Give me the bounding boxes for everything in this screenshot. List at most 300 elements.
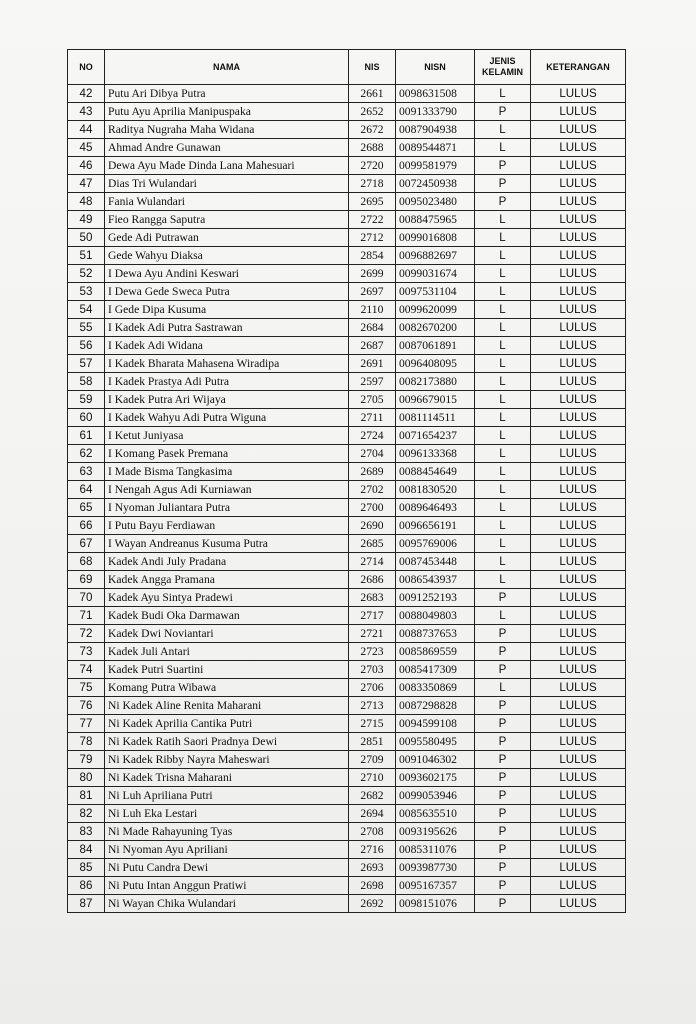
cell-nis: 2722 bbox=[349, 211, 396, 229]
cell-jenis-kelamin: P bbox=[475, 643, 531, 661]
cell-keterangan: LULUS bbox=[531, 445, 626, 463]
table-row bbox=[68, 643, 626, 661]
cell-jenis-kelamin: L bbox=[475, 391, 531, 409]
cell-keterangan: LULUS bbox=[531, 535, 626, 553]
table-row bbox=[68, 787, 626, 805]
cell-jenis-kelamin: P bbox=[475, 625, 531, 643]
cell-nis: 2721 bbox=[349, 625, 396, 643]
cell-keterangan: LULUS bbox=[531, 121, 626, 139]
cell-jenis-kelamin: L bbox=[475, 319, 531, 337]
cell-nis: 2712 bbox=[349, 229, 396, 247]
cell-nama: I Ketut Juniyasa bbox=[105, 427, 349, 445]
cell-keterangan: LULUS bbox=[531, 589, 626, 607]
cell-nisn: 0094599108 bbox=[396, 715, 475, 733]
cell-nis: 2702 bbox=[349, 481, 396, 499]
cell-nama: Putu Ari Dibya Putra bbox=[105, 85, 349, 103]
table-row bbox=[68, 715, 626, 733]
cell-nisn: 0098151076 bbox=[396, 895, 475, 913]
cell-nis: 2851 bbox=[349, 733, 396, 751]
cell-nisn: 0089646493 bbox=[396, 499, 475, 517]
cell-jenis-kelamin: L bbox=[475, 229, 531, 247]
cell-nama: Ni Luh Apriliana Putri bbox=[105, 787, 349, 805]
cell-nis: 2690 bbox=[349, 517, 396, 535]
table-row bbox=[68, 319, 626, 337]
cell-nama: Ni Kadek Aprilia Cantika Putri bbox=[105, 715, 349, 733]
cell-nis: 2709 bbox=[349, 751, 396, 769]
cell-nisn: 0096882697 bbox=[396, 247, 475, 265]
cell-no: 86 bbox=[68, 877, 105, 895]
table-row bbox=[68, 355, 626, 373]
table-row bbox=[68, 427, 626, 445]
cell-nisn: 0087453448 bbox=[396, 553, 475, 571]
table-row bbox=[68, 859, 626, 877]
table-row bbox=[68, 553, 626, 571]
cell-nama: Fieo Rangga Saputra bbox=[105, 211, 349, 229]
cell-no: 79 bbox=[68, 751, 105, 769]
cell-no: 52 bbox=[68, 265, 105, 283]
cell-nis: 2717 bbox=[349, 607, 396, 625]
cell-jenis-kelamin: P bbox=[475, 733, 531, 751]
cell-nisn: 0096133368 bbox=[396, 445, 475, 463]
cell-no: 45 bbox=[68, 139, 105, 157]
cell-jenis-kelamin: P bbox=[475, 715, 531, 733]
cell-nis: 2713 bbox=[349, 697, 396, 715]
cell-jenis-kelamin: L bbox=[475, 301, 531, 319]
cell-nis: 2703 bbox=[349, 661, 396, 679]
cell-keterangan: LULUS bbox=[531, 373, 626, 391]
cell-no: 53 bbox=[68, 283, 105, 301]
cell-no: 46 bbox=[68, 157, 105, 175]
cell-nama: I Dewa Ayu Andini Keswari bbox=[105, 265, 349, 283]
cell-no: 47 bbox=[68, 175, 105, 193]
cell-nama: Putu Ayu Aprilia Manipuspaka bbox=[105, 103, 349, 121]
cell-nisn: 0096679015 bbox=[396, 391, 475, 409]
cell-keterangan: LULUS bbox=[531, 157, 626, 175]
cell-keterangan: LULUS bbox=[531, 85, 626, 103]
cell-jenis-kelamin: L bbox=[475, 85, 531, 103]
cell-nis: 2700 bbox=[349, 499, 396, 517]
cell-jenis-kelamin: L bbox=[475, 139, 531, 157]
cell-nisn: 0085635510 bbox=[396, 805, 475, 823]
table-row bbox=[68, 679, 626, 697]
cell-keterangan: LULUS bbox=[531, 571, 626, 589]
cell-nisn: 0099016808 bbox=[396, 229, 475, 247]
cell-nis: 2724 bbox=[349, 427, 396, 445]
table-row bbox=[68, 769, 626, 787]
cell-nisn: 0086543937 bbox=[396, 571, 475, 589]
cell-nisn: 0085311076 bbox=[396, 841, 475, 859]
table-row bbox=[68, 697, 626, 715]
cell-nis: 2706 bbox=[349, 679, 396, 697]
cell-nama: Kadek Andi July Pradana bbox=[105, 553, 349, 571]
cell-nisn: 0081830520 bbox=[396, 481, 475, 499]
cell-no: 81 bbox=[68, 787, 105, 805]
cell-jenis-kelamin: L bbox=[475, 571, 531, 589]
cell-keterangan: LULUS bbox=[531, 319, 626, 337]
cell-nisn: 0083350869 bbox=[396, 679, 475, 697]
cell-no: 59 bbox=[68, 391, 105, 409]
cell-nisn: 0082670200 bbox=[396, 319, 475, 337]
cell-keterangan: LULUS bbox=[531, 769, 626, 787]
cell-nama: Kadek Putri Suartini bbox=[105, 661, 349, 679]
cell-nis: 2711 bbox=[349, 409, 396, 427]
table-row bbox=[68, 175, 626, 193]
cell-jenis-kelamin: L bbox=[475, 409, 531, 427]
cell-nama: Raditya Nugraha Maha Widana bbox=[105, 121, 349, 139]
cell-nisn: 0071654237 bbox=[396, 427, 475, 445]
cell-nis: 2697 bbox=[349, 283, 396, 301]
cell-jenis-kelamin: L bbox=[475, 265, 531, 283]
cell-jenis-kelamin: L bbox=[475, 445, 531, 463]
cell-nama: Kadek Juli Antari bbox=[105, 643, 349, 661]
table-row bbox=[68, 139, 626, 157]
cell-nama: Ni Made Rahayuning Tyas bbox=[105, 823, 349, 841]
cell-jenis-kelamin: P bbox=[475, 895, 531, 913]
cell-nisn: 0085869559 bbox=[396, 643, 475, 661]
cell-no: 68 bbox=[68, 553, 105, 571]
cell-nama: I Kadek Putra Ari Wijaya bbox=[105, 391, 349, 409]
table-row bbox=[68, 103, 626, 121]
cell-keterangan: LULUS bbox=[531, 481, 626, 499]
cell-keterangan: LULUS bbox=[531, 265, 626, 283]
cell-nama: I Dewa Gede Sweca Putra bbox=[105, 283, 349, 301]
cell-jenis-kelamin: P bbox=[475, 841, 531, 859]
cell-nisn: 0099620099 bbox=[396, 301, 475, 319]
cell-jenis-kelamin: L bbox=[475, 517, 531, 535]
cell-nama: Dewa Ayu Made Dinda Lana Mahesuari bbox=[105, 157, 349, 175]
table-row bbox=[68, 841, 626, 859]
header-nisn: NISN bbox=[396, 50, 475, 85]
header-nama: NAMA bbox=[105, 50, 349, 85]
cell-jenis-kelamin: L bbox=[475, 553, 531, 571]
table-row bbox=[68, 121, 626, 139]
cell-jenis-kelamin: P bbox=[475, 787, 531, 805]
cell-jenis-kelamin: L bbox=[475, 463, 531, 481]
table-body bbox=[68, 85, 626, 913]
cell-nis: 2704 bbox=[349, 445, 396, 463]
cell-keterangan: LULUS bbox=[531, 787, 626, 805]
cell-nisn: 0091333790 bbox=[396, 103, 475, 121]
cell-nama: I Gede Dipa Kusuma bbox=[105, 301, 349, 319]
table-row bbox=[68, 229, 626, 247]
cell-jenis-kelamin: P bbox=[475, 769, 531, 787]
table-header-row bbox=[68, 50, 626, 85]
cell-nis: 2597 bbox=[349, 373, 396, 391]
cell-keterangan: LULUS bbox=[531, 661, 626, 679]
cell-no: 44 bbox=[68, 121, 105, 139]
table-row bbox=[68, 589, 626, 607]
cell-nis: 2110 bbox=[349, 301, 396, 319]
cell-nisn: 0082173880 bbox=[396, 373, 475, 391]
cell-jenis-kelamin: P bbox=[475, 589, 531, 607]
table-row bbox=[68, 751, 626, 769]
cell-nis: 2720 bbox=[349, 157, 396, 175]
cell-nama: Ni Putu Intan Anggun Pratiwi bbox=[105, 877, 349, 895]
cell-nama: Kadek Dwi Noviantari bbox=[105, 625, 349, 643]
cell-keterangan: LULUS bbox=[531, 337, 626, 355]
cell-nis: 2661 bbox=[349, 85, 396, 103]
cell-nama: Ni Nyoman Ayu Apriliani bbox=[105, 841, 349, 859]
cell-nama: Ni Kadek Ribby Nayra Maheswari bbox=[105, 751, 349, 769]
cell-no: 48 bbox=[68, 193, 105, 211]
cell-no: 54 bbox=[68, 301, 105, 319]
cell-nisn: 0099053946 bbox=[396, 787, 475, 805]
cell-nisn: 0096656191 bbox=[396, 517, 475, 535]
cell-no: 76 bbox=[68, 697, 105, 715]
cell-nis: 2672 bbox=[349, 121, 396, 139]
cell-nis: 2689 bbox=[349, 463, 396, 481]
cell-nisn: 0099581979 bbox=[396, 157, 475, 175]
cell-nis: 2682 bbox=[349, 787, 396, 805]
cell-nis: 2684 bbox=[349, 319, 396, 337]
cell-no: 82 bbox=[68, 805, 105, 823]
table-row bbox=[68, 409, 626, 427]
cell-jenis-kelamin: P bbox=[475, 697, 531, 715]
cell-no: 63 bbox=[68, 463, 105, 481]
cell-no: 70 bbox=[68, 589, 105, 607]
cell-no: 65 bbox=[68, 499, 105, 517]
cell-keterangan: LULUS bbox=[531, 139, 626, 157]
cell-keterangan: LULUS bbox=[531, 283, 626, 301]
table-row bbox=[68, 895, 626, 913]
cell-keterangan: LULUS bbox=[531, 211, 626, 229]
cell-nis: 2708 bbox=[349, 823, 396, 841]
cell-nama: Ahmad Andre Gunawan bbox=[105, 139, 349, 157]
table-row bbox=[68, 733, 626, 751]
cell-no: 55 bbox=[68, 319, 105, 337]
table-row bbox=[68, 301, 626, 319]
cell-no: 87 bbox=[68, 895, 105, 913]
cell-keterangan: LULUS bbox=[531, 175, 626, 193]
cell-jenis-kelamin: L bbox=[475, 535, 531, 553]
cell-nis: 2854 bbox=[349, 247, 396, 265]
cell-no: 85 bbox=[68, 859, 105, 877]
table-row bbox=[68, 391, 626, 409]
table-row bbox=[68, 283, 626, 301]
cell-nis: 2705 bbox=[349, 391, 396, 409]
cell-nisn: 0091046302 bbox=[396, 751, 475, 769]
cell-jenis-kelamin: P bbox=[475, 859, 531, 877]
table-row bbox=[68, 535, 626, 553]
cell-no: 80 bbox=[68, 769, 105, 787]
table-row bbox=[68, 337, 626, 355]
cell-keterangan: LULUS bbox=[531, 751, 626, 769]
cell-jenis-kelamin: L bbox=[475, 121, 531, 139]
cell-keterangan: LULUS bbox=[531, 553, 626, 571]
cell-no: 75 bbox=[68, 679, 105, 697]
cell-no: 73 bbox=[68, 643, 105, 661]
cell-nama: I Kadek Prastya Adi Putra bbox=[105, 373, 349, 391]
cell-nisn: 0088475965 bbox=[396, 211, 475, 229]
cell-nisn: 0093602175 bbox=[396, 769, 475, 787]
table-row bbox=[68, 85, 626, 103]
cell-nisn: 0096408095 bbox=[396, 355, 475, 373]
cell-no: 74 bbox=[68, 661, 105, 679]
cell-jenis-kelamin: L bbox=[475, 283, 531, 301]
cell-keterangan: LULUS bbox=[531, 499, 626, 517]
cell-nama: Kadek Angga Pramana bbox=[105, 571, 349, 589]
cell-nis: 2723 bbox=[349, 643, 396, 661]
cell-keterangan: LULUS bbox=[531, 463, 626, 481]
cell-nama: Ni Kadek Ratih Saori Pradnya Dewi bbox=[105, 733, 349, 751]
table-row bbox=[68, 193, 626, 211]
cell-nis: 2693 bbox=[349, 859, 396, 877]
table-row bbox=[68, 661, 626, 679]
table-row bbox=[68, 211, 626, 229]
cell-jenis-kelamin: L bbox=[475, 211, 531, 229]
cell-keterangan: LULUS bbox=[531, 409, 626, 427]
cell-no: 83 bbox=[68, 823, 105, 841]
cell-nis: 2687 bbox=[349, 337, 396, 355]
cell-jenis-kelamin: L bbox=[475, 481, 531, 499]
cell-nis: 2714 bbox=[349, 553, 396, 571]
cell-nis: 2718 bbox=[349, 175, 396, 193]
cell-keterangan: LULUS bbox=[531, 733, 626, 751]
cell-jenis-kelamin: L bbox=[475, 607, 531, 625]
cell-no: 84 bbox=[68, 841, 105, 859]
cell-nisn: 0095023480 bbox=[396, 193, 475, 211]
cell-nama: Dias Tri Wulandari bbox=[105, 175, 349, 193]
cell-nisn: 0088049803 bbox=[396, 607, 475, 625]
cell-nama: Kadek Ayu Sintya Pradewi bbox=[105, 589, 349, 607]
cell-nis: 2652 bbox=[349, 103, 396, 121]
cell-jenis-kelamin: P bbox=[475, 103, 531, 121]
cell-jenis-kelamin: L bbox=[475, 355, 531, 373]
cell-keterangan: LULUS bbox=[531, 607, 626, 625]
cell-keterangan: LULUS bbox=[531, 427, 626, 445]
cell-nis: 2715 bbox=[349, 715, 396, 733]
cell-nisn: 0072450938 bbox=[396, 175, 475, 193]
cell-jenis-kelamin: L bbox=[475, 247, 531, 265]
cell-nisn: 0089544871 bbox=[396, 139, 475, 157]
cell-nisn: 0097531104 bbox=[396, 283, 475, 301]
cell-nisn: 0085417309 bbox=[396, 661, 475, 679]
cell-nisn: 0093987730 bbox=[396, 859, 475, 877]
header-jenis-kelamin bbox=[475, 50, 531, 85]
cell-nis: 2716 bbox=[349, 841, 396, 859]
cell-keterangan: LULUS bbox=[531, 877, 626, 895]
cell-nama: I Kadek Bharata Mahasena Wiradipa bbox=[105, 355, 349, 373]
cell-no: 64 bbox=[68, 481, 105, 499]
cell-nis: 2695 bbox=[349, 193, 396, 211]
cell-jenis-kelamin: L bbox=[475, 373, 531, 391]
header-jenis-line: JENIS bbox=[489, 56, 516, 66]
cell-keterangan: LULUS bbox=[531, 355, 626, 373]
cell-jenis-kelamin: L bbox=[475, 427, 531, 445]
cell-nis: 2683 bbox=[349, 589, 396, 607]
cell-nama: Ni Luh Eka Lestari bbox=[105, 805, 349, 823]
cell-jenis-kelamin: P bbox=[475, 175, 531, 193]
cell-nama: Gede Wahyu Diaksa bbox=[105, 247, 349, 265]
cell-nisn: 0087904938 bbox=[396, 121, 475, 139]
cell-nama: Kadek Budi Oka Darmawan bbox=[105, 607, 349, 625]
table-row bbox=[68, 607, 626, 625]
table-row bbox=[68, 517, 626, 535]
cell-keterangan: LULUS bbox=[531, 715, 626, 733]
table-row bbox=[68, 373, 626, 391]
cell-nis: 2692 bbox=[349, 895, 396, 913]
student-graduation-table bbox=[67, 49, 626, 913]
cell-keterangan: LULUS bbox=[531, 895, 626, 913]
table-row bbox=[68, 265, 626, 283]
cell-nama: I Wayan Andreanus Kusuma Putra bbox=[105, 535, 349, 553]
cell-no: 57 bbox=[68, 355, 105, 373]
cell-nis: 2698 bbox=[349, 877, 396, 895]
cell-nis: 2691 bbox=[349, 355, 396, 373]
cell-no: 69 bbox=[68, 571, 105, 589]
cell-keterangan: LULUS bbox=[531, 625, 626, 643]
cell-nis: 2688 bbox=[349, 139, 396, 157]
cell-keterangan: LULUS bbox=[531, 823, 626, 841]
table-row bbox=[68, 247, 626, 265]
cell-nisn: 0095580495 bbox=[396, 733, 475, 751]
cell-no: 78 bbox=[68, 733, 105, 751]
cell-no: 77 bbox=[68, 715, 105, 733]
cell-jenis-kelamin: L bbox=[475, 499, 531, 517]
cell-no: 50 bbox=[68, 229, 105, 247]
cell-nis: 2710 bbox=[349, 769, 396, 787]
cell-nis: 2699 bbox=[349, 265, 396, 283]
header-kelamin-line: KELAMIN bbox=[482, 67, 523, 77]
cell-keterangan: LULUS bbox=[531, 517, 626, 535]
cell-jenis-kelamin: P bbox=[475, 751, 531, 769]
cell-jenis-kelamin: P bbox=[475, 157, 531, 175]
cell-keterangan: LULUS bbox=[531, 229, 626, 247]
header-nis: NIS bbox=[349, 50, 396, 85]
cell-nama: Ni Kadek Aline Renita Maharani bbox=[105, 697, 349, 715]
cell-nama: Ni Putu Candra Dewi bbox=[105, 859, 349, 877]
cell-no: 67 bbox=[68, 535, 105, 553]
cell-nisn: 0099031674 bbox=[396, 265, 475, 283]
cell-jenis-kelamin: P bbox=[475, 877, 531, 895]
cell-nama: I Kadek Adi Widana bbox=[105, 337, 349, 355]
cell-nisn: 0095769006 bbox=[396, 535, 475, 553]
cell-nama: I Komang Pasek Premana bbox=[105, 445, 349, 463]
cell-nama: Ni Wayan Chika Wulandari bbox=[105, 895, 349, 913]
cell-no: 58 bbox=[68, 373, 105, 391]
table-row bbox=[68, 157, 626, 175]
cell-nisn: 0088737653 bbox=[396, 625, 475, 643]
cell-no: 66 bbox=[68, 517, 105, 535]
cell-no: 51 bbox=[68, 247, 105, 265]
cell-no: 60 bbox=[68, 409, 105, 427]
cell-nama: I Nengah Agus Adi Kurniawan bbox=[105, 481, 349, 499]
cell-keterangan: LULUS bbox=[531, 805, 626, 823]
cell-nis: 2686 bbox=[349, 571, 396, 589]
cell-nisn: 0093195626 bbox=[396, 823, 475, 841]
table-row bbox=[68, 805, 626, 823]
cell-nama: I Nyoman Juliantara Putra bbox=[105, 499, 349, 517]
header-keterangan: KETERANGAN bbox=[531, 50, 626, 85]
cell-keterangan: LULUS bbox=[531, 301, 626, 319]
table-row bbox=[68, 463, 626, 481]
cell-no: 71 bbox=[68, 607, 105, 625]
cell-nama: I Kadek Adi Putra Sastrawan bbox=[105, 319, 349, 337]
cell-nama: I Putu Bayu Ferdiawan bbox=[105, 517, 349, 535]
cell-no: 62 bbox=[68, 445, 105, 463]
cell-jenis-kelamin: P bbox=[475, 823, 531, 841]
cell-nama: I Kadek Wahyu Adi Putra Wiguna bbox=[105, 409, 349, 427]
cell-keterangan: LULUS bbox=[531, 643, 626, 661]
cell-no: 43 bbox=[68, 103, 105, 121]
cell-keterangan: LULUS bbox=[531, 697, 626, 715]
cell-keterangan: LULUS bbox=[531, 103, 626, 121]
cell-keterangan: LULUS bbox=[531, 391, 626, 409]
cell-keterangan: LULUS bbox=[531, 679, 626, 697]
cell-jenis-kelamin: P bbox=[475, 805, 531, 823]
header-no: NO bbox=[68, 50, 105, 85]
table-row bbox=[68, 877, 626, 895]
